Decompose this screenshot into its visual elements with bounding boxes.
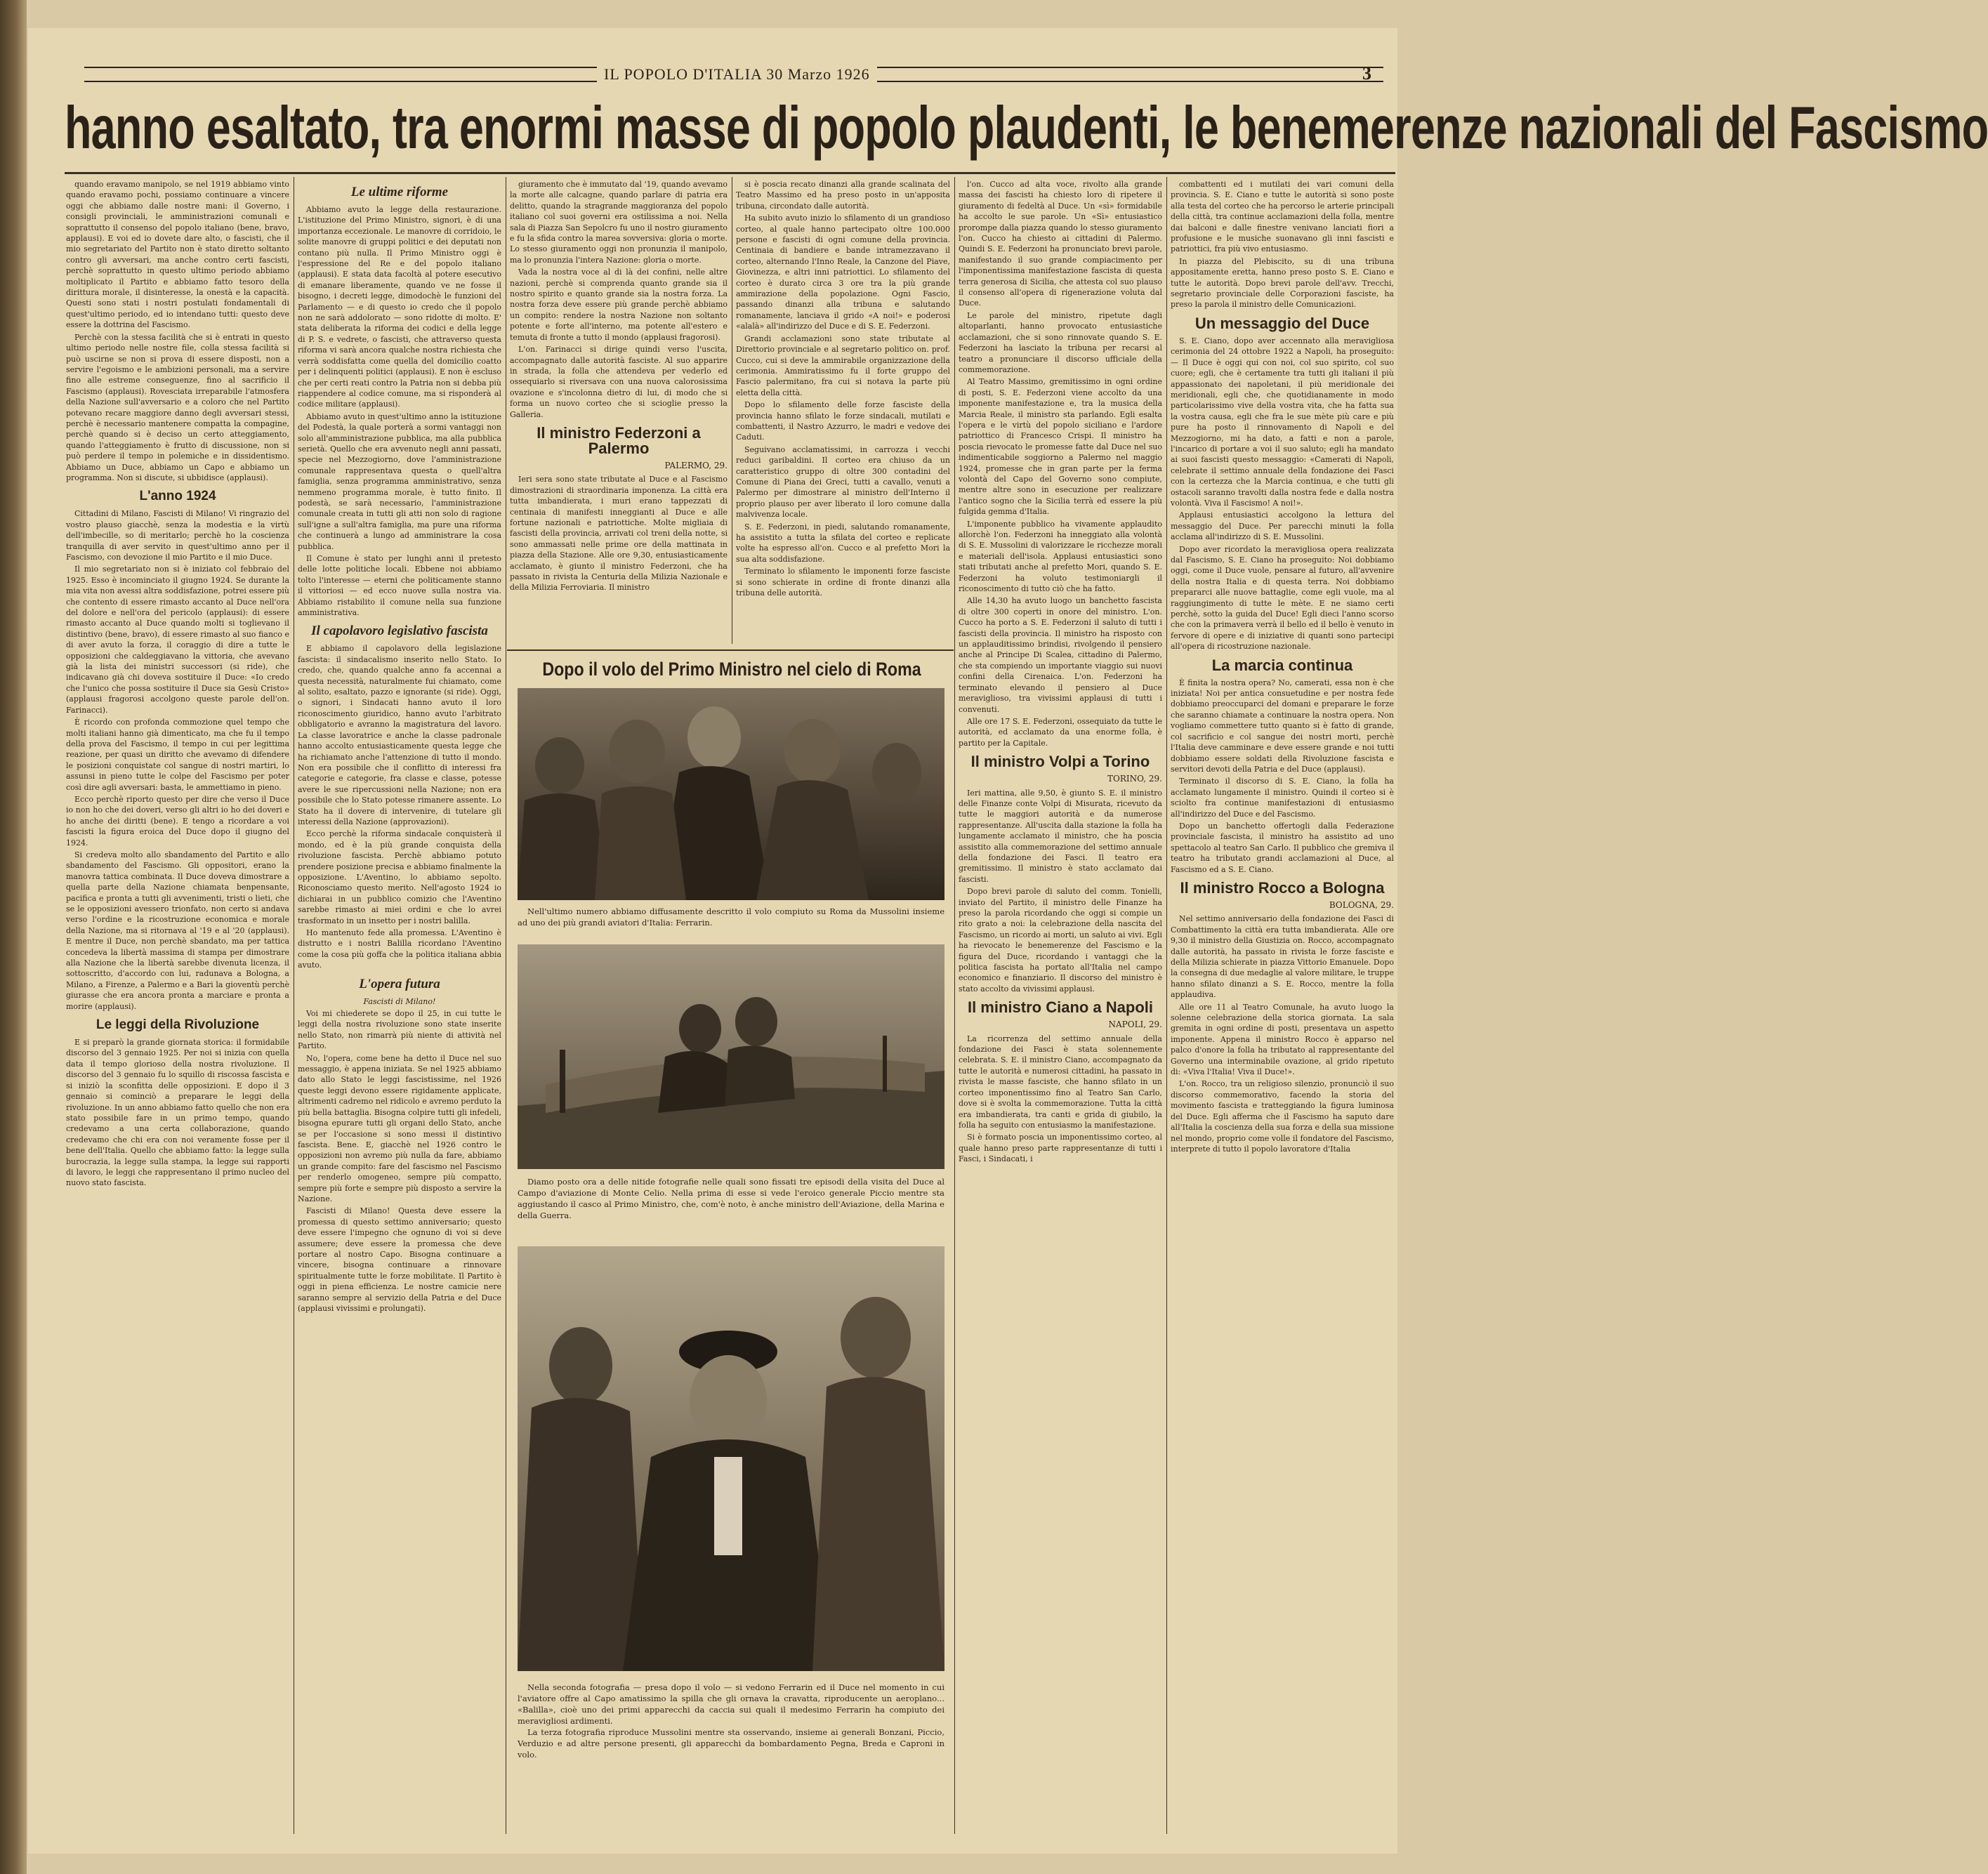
- paragraph: Cittadini di Milano, Fascisti di Milano! Vi ringrazio del vostro plauso giacchè, senza la modestia e la virtù dell'imbecille, so di meritarlo; perchè ho la coscienza tranquilla di aver servito in quest'ultimo anno per il Fascismo, con devozione il mio Partito e il mio Duce.: [66, 509, 289, 562]
- column-divider-4: [954, 177, 955, 1834]
- photo-section-title: Dopo il volo del Primo Ministro nel cielo di Roma: [542, 659, 921, 680]
- paragraph: Alle ore 11 al Teatro Comunale, ha avuto luogo la solenne celebrazione della storica giornata. La sala gremita in ogni ordine di posti, presentava un aspetto imponente. Appena il ministro Rocco è apparso nel palco d'onore la folla ha tributato al rappresentante del Governo una interminabile ovazione, al grido ripetuto di: «Viva l'Italia! Viva il Duce!».: [1171, 1002, 1394, 1077]
- photo-1-image: [518, 688, 944, 900]
- paragraph: E si preparò la grande giornata storica: il formidabile discorso del 3 gennaio 1925. Per noi si inizia con quella data il tempo glorioso della nostra rivoluzione. Il discorso del 3 gennaio fu lo squillo di riscossa fascista e si iniziò la sconfitta delle opposizioni. E dopo il 3 gennaio si cominciò a preparare le leggi della rivoluzione. In un anno abbiamo fatto quello che non era stato possibile fare in un primo tempo, quando credevamo a una certa collaborazione, quando credevamo che chi era con noi veramente fosse per il bene dell'Italia. Quello che abbiamo fatto: la legge sulla burocrazia, la legge sulla stampa, la legge sui rapporti di lavoro, le leggi che rappresentano il primo nucleo del nuovo stato fascista.: [66, 1038, 289, 1188]
- dateline: BOLOGNA, 29.: [1329, 899, 1394, 910]
- dateline: NAPOLI, 29.: [1108, 1020, 1162, 1030]
- paragraph: E abbiamo il capolavoro della legislazione fascista: il sindacalismo inserito nello Stato. Io credo, che, quando qualche anno fa accennai a questa necessità, naturalmente fui chiamato, come al solito, esaltato, pazzo e ignorante (si ride). Oggi, o signori, i Sindacati hanno avuto il loro riconoscimento giuridico, hanno avuto l'arbitrato obbligatorio e avranno la magistratura del lavoro. La classe lavoratrice e anche la classe padronale hanno accolto entusiasticamente questa legge che ha richiamato anche l'attenzione di tutto il mondo. Non era possibile che il conflitto di interessi fra categorie e categorie, fra classe e classe, potesse avere le sue ripercussioni nella Nazione; non era possibile che lo Stato potesse rimanere assente. Lo Stato ha il dovere di intervenire, di tutelare gli interessi della Nazione (approvazioni).: [298, 644, 501, 826]
- paragraph: Terminato lo sfilamento le imponenti forze fasciste si sono schierate in ordine di fronte dinanzi alla tribuna delle autorità.: [736, 567, 950, 598]
- paragraph: Fascisti di Milano! Questa deve essere la promessa di questo settimo anniversario; questo deve essere l'impegno che ognuno di voi si deve assumere; deve essere la promessa che deve portare al nostro Capo. Bisogna continuare a vincere, bisogna continuare a rinnovare spiritualmente tutte le forze mobilitate. Il Partito è oggi in piena efficienza. Le nostre camicie nere saranno sempre al servizio della Patria e del Duce (applausi vivissimi e prolungati).: [298, 1206, 501, 1313]
- paragraph: Si è formato poscia un imponentissimo corteo, al quale hanno preso parte rappresentanze di tutti i Fasci, i Sindacati, i: [959, 1133, 1162, 1164]
- section-heading: Le ultime riforme: [350, 185, 449, 199]
- paragraph: Alle ore 17 S. E. Federzoni, ossequiato da tutte le autorità, ed acclamato da una enorme folla, è partito per la Capitale.: [959, 716, 1162, 748]
- paragraph: Voi mi chiederete se dopo il 25, in cui tutte le leggi della nostra rivoluzione sono state inserite nello Stato, non rimarrà più niente di attività nel Partito.: [298, 1009, 501, 1051]
- paragraph: Dopo brevi parole di saluto del comm. Tonielli, inviato del Partito, il ministro delle Finanze ha preso la parola ricordando che oggi si compie un rito grato a noi: la celebrazione della nascita del Fascismo, un ricordo ai morti, un saluto ai vivi. Egli ha rievocato le benemerenze del Fascismo e la figura del Duce, ricordando i vantaggi che la politica fascista ha portato all'Italia nel campo economico e finanziario. Il discorso del ministro è stato accolto da vivissimi applausi.: [959, 887, 1162, 994]
- paragraph: Ho mantenuto fede alla promessa. L'Aventino è distrutto e i nostri Balilla ricordano l'Aventino come la cosa più goffa che la politica italiana abbia avuto.: [298, 928, 501, 970]
- article-column-3: [510, 179, 728, 646]
- paragraph: Ieri sera sono state tributate al Duce e al Fascismo dimostrazioni di straordinaria imponenza. La città era tutta imbandierata, i muri erano tappezzati di centinaia di manifesti inneggianti al Duce e alle fortune nazionali e patriottiche. Molte migliaia di fascisti della provincia, arrivati col treni della notte, si sono ammassati nelle prime ore della mattinata in piazza della Stazione. Alle ore 9,30, entusiasticamente acclamato, è giunto il ministro Federzoni, che ha passato in rivista la Centuria della Milizia Nazionale e della Milizia Ferroviaria. Il ministro: [510, 475, 728, 593]
- paragraph: La ricorrenza del settimo annuale della fondazione dei Fasci è stata solennemente celebrata. S. E. il ministro Ciano, accompagnato da tutte le autorità e numerosi cittadini, ha passato in rivista le masse fasciste, che hanno sfilato in un corteo imponentissimo fino al Teatro San Carlo, dove si è svolta la commemorazione. Tutta la città era imbandierata, tra canti e grida di giubilo, la folla ha seguito con entusiasmo la manifestazione.: [959, 1034, 1162, 1130]
- paragraph: Ecco perchè la riforma sindacale conquisterà il mondo, ed è la più grande conquista della rivoluzione fascista. Perchè abbiamo potuto prendere posizione precisa e abbiamo finalmente la opposizione. L'Aventino, lo abbiamo sepolto. Riconosciamo questo merito. Nell'agosto 1924 io dichiarai in un pubblico comizio che l'Aventino sarebbe rimasto ai miei ordini e che lo avrei trasformato in un insetto per i nostri balilla.: [298, 829, 501, 925]
- paragraph: L'on. Farinacci si dirige quindi verso l'uscita, accompagnato dalle autorità fasciste. Al suo apparire in strada, la folla che attendeva per vederlo ed ossequiarlo si riversava con una nuova calorosissima ovazione e s'incolonna dietro di lui, di modo che si forma un nuovo corteo che si scioglie presso la Galleria.: [510, 345, 728, 419]
- paragraph: Dopo lo sfilamento delle forze fasciste della provincia hanno sfilato le forze sindacali, mutilati e combattenti, il Nastro Azzurro, le madri e vedove dei Caduti.: [736, 400, 950, 442]
- column-divider-5: [1166, 177, 1167, 1834]
- masthead-title: IL POPOLO D'ITALIA 30 Marzo 1926: [597, 65, 877, 84]
- photo-caption-details: [518, 1176, 944, 1239]
- paragraph: S. E. Federzoni, in piedi, salutando romanamente, ha assistito a tutta la sfilata del corteo e replicate volte ha espresso all'on. Cucco e al prefetto Mori la sua alta soddisfazione.: [736, 522, 950, 564]
- section-heading: Il ministro Rocco a Bologna: [1180, 878, 1385, 897]
- article-column-2: [298, 179, 501, 1833]
- page-number: 3: [1362, 63, 1371, 84]
- photo-2-cockpit: [518, 944, 944, 1169]
- article-column-4: [736, 179, 950, 646]
- dateline: PALERMO, 29.: [664, 460, 728, 470]
- section-heading: La marcia continua: [1211, 656, 1353, 674]
- paragraph: Alle 14,30 ha avuto luogo un banchetto fascista di oltre 300 coperti in onore del ministro. L'on. Cucco ha porto a S. E. Federzoni il saluto di tutti i fascisti della provincia. Il ministro ha risposto con un applauditissimo brindisi, rivolgendo il pensiero anche al Principe Di Scalea, cittadino di Palermo, che sta compiendo un importante viaggio sui nuovi confini della Cirenaica. L'on. Federzoni ha terminato elevando il pensiero al Duce meraviglioso, tra vivissimi applausi di tutti i convenuti.: [959, 596, 1162, 714]
- paragraph: Le parole del ministro, ripetute dagli altoparlanti, hanno provocato entusiastiche acclamazioni, che si sono rinnovate quando S. E. Federzoni ha lasciato la tribuna per recarsi al teatro a pronunciare il discorso ufficiale della commemorazione.: [959, 310, 1162, 374]
- photo-1-duce-aviators: [518, 688, 944, 900]
- paragraph: Seguivano acclamatissimi, in carrozza i vecchi reduci garibaldini. Il corteo era chiuso da un caratteristico gruppo di oltre 300 contadini del Comune di Piana dei Greci, tutti a cavallo, venuti a Palermo per dimostrare al ministro dell'Interno il proprio plauso per aver liberato il loro comune dalla malvivenza locale.: [736, 444, 950, 520]
- paragraph: È finita la nostra opera? No, camerati, essa non è che iniziata! Noi per antica consuetudine e per nostra fede dobbiamo preoccuparci del domani e preparare le forze che saranno chiamate a continuare la nostra opera. Non vogliamo commettere tutto quanto si è fatto di grande, col sacrificio e col sangue dei nostri morti, perchè l'Italia deve camminare e deve essere grande e noi tutti dobbiamo essere soldati della Rivoluzione fascista e servitori devoti della Patria e del Duce (applausi).: [1171, 678, 1394, 774]
- paragraph: Si credeva molto allo sbandamento del Partito e allo sbandamento del Fascismo. Gli oppositori, erano la manovra tattica combinata. Il Duce doveva dimostrare a quella parte della Nazione chiamata benpensante, pacifica e pronta a tutti gli avvenimenti, tristi o lieti, che se le opposizioni avessero trionfato, non certo si andava verso l'ordine e la ricostruzione economica e morale della Nazione, ma si ritornava al '19 e al '20 (applausi). E mentre il Duce, non perchè sbandato, ma per tattica concedeva la libertà massima di stampa per dimostrare alla Nazione che la libertà sarebbe divenuta licenza, il sottoscritto, d'accordo con lui, radunava a Bologna, a Milano, a Firenze, a Palermo e a Bari la gioventù perchè giurasse che era ancora pronta a marciare e pronta a morire (applausi).: [66, 850, 289, 1011]
- paragraph: si è poscia recato dinanzi alla grande scalinata del Teatro Massimo ed ha preso posto in un'apposita tribuna, circondato dalle autorità.: [736, 180, 950, 211]
- section-heading: L'opera futura: [359, 976, 440, 991]
- paragraph: L'on. Rocco, tra un religioso silenzio, pronunciò il suo discorso commemorativo, facendo la storia del movimento fascista e tratteggiando la figura luminosa del Duce. Egli afferma che il Fascismo ha saputo dare all'Italia la coscienza della sua forza e della sua missione nel mondo, proprio come volle il fondatore del Fascismo, interprete di tutto il popolo lavoratore d'Italia: [1171, 1079, 1394, 1154]
- paragraph: Nel settimo anniversario della fondazione dei Fasci di Combattimento la città era tutta imbandierata. Alle ore 9,30 il ministro della Giustizia on. Rocco, accompagnato dalle autorità, ha passato in rivista le forze fasciste e della Milizia schierate in piazza Vittorio Emanuele. Dopo la consegna di due medaglie al valore militare, le truppe hanno sfilato dinanzi a S. E. Rocco, mentre la folla applaudiva.: [1171, 914, 1394, 1000]
- article-column-6: [1171, 179, 1394, 1833]
- photo-section-rule: [507, 649, 954, 651]
- photo-caption-intro: [518, 906, 944, 934]
- paragraph: Dopo aver ricordato la meravigliosa opera realizzata dal Fascismo, S. E. Ciano ha proseguito: Noi dobbiamo oggi, come il Duce vuole, pensare al futuro, all'avvenire della nostra Italia e di questa terra. Noi dobbiamo prepararci alle nuove battaglie, come egli vuole, ma al raggiungimento di tutte le mète. E ne siamo certi perchè, sotto la guida del Duce! Egli dieci l'anno scorso che con la primavera verrà il bello ed il bello è venuto in fervore di opere e di iniziative di quanti sono partecipi all'opera di ricostruzione nazionale.: [1171, 544, 1394, 652]
- paragraph: Ieri mattina, alle 9,50, è giunto S. E. il ministro delle Finanze conte Volpi di Misurata, ricevuto da tutte le maggiori autorità e da numerose rappresentanze. All'uscita dalla stazione la folla ha lungamente acclamato il ministro, che ha poscia assistito alla commemorazione del settimo annuale della fondazione dei Fasci. Il teatro era gremitissimo. Il ministro è stato acclamato dai fascisti.: [959, 788, 1162, 884]
- paragraph: L'imponente pubblico ha vivamente applaudito allorchè l'on. Federzoni ha inneggiato alla volontà di S. E. Mussolini di valorizzare le ricchezze morali e materiali dell'isola. Applausi entusiastici sono stati tributati anche al prefetto Mori, quando S. E. Federzoni ha voluto testimoniargli il riconoscimento di tutto ciò che ha fatto.: [959, 519, 1162, 594]
- paragraph: Ecco perchè riporto questo per dire che verso il Duce io non ho che dei doveri, verso gli altri io ho dei doveri e ho anche dei diritti (bene). E tengo a ricordare a voi fascisti la figura eroica del Duce dopo il giugno del 1924.: [66, 794, 289, 847]
- photo-caption-closing: [518, 1682, 944, 1829]
- dateline: TORINO, 29.: [1107, 774, 1162, 784]
- italic-line: Fascisti di Milano!: [363, 996, 436, 1006]
- paragraph: Al Teatro Massimo, gremitissimo in ogni ordine di posti, S. E. Federzoni viene accolto da una imponente manifestazione e, tra la musica della Marcia Reale, il ministro sta parlando. Egli esalta l'opera e le virtù del popolo siciliano e l'ardore patriottico di Francesco Crispi. Il ministro ha poscia rievocato le promesse fatte dal Duce nel suo indimenticabile soggiorno a Palermo nel maggio 1924, promesse che in gran parte per la ferma volontà del Capo del Governo sono compiute, mentre altre sono in esecuzione per realizzare l'antico sogno che la Sicilia terrà ed essere la più fulgida gemma d'Italia.: [959, 377, 1162, 517]
- paragraph: Ha subito avuto inizio lo sfilamento di un grandioso corteo, al quale hanno partecipato oltre 100.000 persone e fascisti di ogni comune della provincia. Centinaia di bandiere e bande intramezzavano il corteo, alternando l'Inno Reale, la Canzone del Piave, Giovinezza, e altri inni patriottici. Lo sfilamento del corteo è durato circa 3 ore tra la più grande ammirazione della popolazione. Ogni Fascio, passando dinanzi alla tribuna e salutando romanamente, lanciava il grido «A noi!» e poderosi «alalà» all'indirizzo del Duce e di S. E. Federzoni.: [736, 213, 950, 331]
- caption-text: Diamo posto ora a delle nitide fotografie nelle quali sono fissati tre episodi della visita del Duce al Campo d'aviazione di Monte Celio. Nella prima di esse si vede l'eroico generale Piccio mentre sta aggiustando il casco al Primo Ministro, che, com'è noto, è anche ministro dell'Aviazione, della Marina e della Guerra.: [518, 1177, 944, 1220]
- paragraph: Terminato il discorso di S. E. Ciano, la folla ha acclamato lungamente il ministro. Quindi il corteo si è sciolto fra continue manifestazioni di entusiasmo all'indirizzo del Duce e del Fascismo.: [1171, 777, 1394, 819]
- photo-3-image: [518, 1246, 944, 1671]
- paragraph: Abbiamo avuto la legge della restaurazione. L'istituzione del Primo Ministro, signori, è di una importanza eccezionale. Le manovre di corridoio, le solite manovre di gruppi politici e dei deputati non contano più nulla. Il Primo Ministro oggi è l'espressione del Re e del popolo italiano (applausi). E stata data facoltà al potere esecutivo di emanare liberamente, quando ve ne fosse il bisogno, i decreti legge, dimodochè le funzioni del Parlamento — e di questo io credo che il popolo non ne sarà addolorato — sono ridotte di molto. E' stata deliberata la riforma dei codici e della legge di P. S. e vedrete, o fascisti, che attraverso questa riforma vi sarà ancora qualche nostra richiesta che verrà soddisfatta come quella del domicilio coatto per i delinquenti politici (applausi). E non è escluso che per certi reati contro la Patria non si debba più riappendere al codice comune, ma si risponderà al codice militare (applausi).: [298, 205, 501, 409]
- paragraph: Dopo un banchetto offertogli dalla Federazione provinciale fascista, il ministro ha assistito ad uno spettacolo al teatro San Carlo. Il pubblico che gremiva il teatro ha tributato grandi acclamazioni al Duce, al Fascismo ed a S. E. Ciano.: [1171, 821, 1394, 874]
- paragraph: S. E. Ciano, dopo aver accennato alla meravigliosa cerimonia del 24 ottobre 1922 a Napoli, ha proseguito: — Il Duce è oggi qui con noi, col suo spirito, col suo cuore; egli, che è certamente tra tutti gli italiani il più appassionato dei napoletani, il più meridionale dei meridionali, egli che, che quotidianamente in modo particolarissimo vive della vostra vita, che ha fatta sua la vostra causa, egli che fra le sue mète più care e più pure ha posto il rinnovamento di Napoli e del Mezzogiorno, mi ha dato, a fatti e non a parole, l'incarico di portare a voi il suo saluto; egli ha mandato ai suoi fascisti questo messaggio: «Camerati di Napoli, celebrate il settimo annuale della fondazione dei Fasci con la certezza che la Marcia continua, e che tutti gli ostacoli saranno travolti dalla nostra fede e dalla nostra volontà. Viva il Fascismo! A noi!».: [1171, 336, 1394, 508]
- paragraph: No, l'opera, come bene ha detto il Duce nel suo messaggio, è appena iniziata. Se nel 1925 abbiamo dato allo Stato le leggi fascistissime, nel 1926 queste leggi devono essere rigidamente applicate, altrimenti cadremo nel ridicolo e avremo perduto la più bella battaglia. Bisogna colpire tutti gli infedeli, bisogna epurare tutti gli organi dello Stato, anche se per l'occasione si sono messi il distintivo fascista. Bene. E, giacchè nel 1926 contro le opposizioni non avremo più nulla da fare, abbiamo un grande compito: fare del fascismo nel Fascismo per renderlo omogeneo, sempre più compatto, sempre più forte e sempre più disposto a servire la Nazione.: [298, 1053, 501, 1203]
- paragraph: giuramento che è immutato dal '19, quando avevamo la morte alle calcagne, quando parlare di patria era delitto, quando la stragrande maggioranza del popolo italiano col suoi governi era ostilissima a noi. Nella sala di Piazza San Sepolcro fu uno il nostro giuramento e fu la sfida contro la marea sovversiva: gloria o morte. Lo stesso giuramento oggi non pronunzia il manipolo, ma lo pronunzia l'intera Nazione: gloria o morte.: [510, 180, 728, 265]
- paragraph: Abbiamo avuto in quest'ultimo anno la istituzione del Podestà, la quale porterà a sormi vantaggi non solo all'amministrazione pubblica, ma alla pubblica serietà. Quello che era avvenuto negli anni passati, specie nel Mezzogiorno, dove l'amministrazione comunale rappresentava questa o quell'altra famiglia, senza programma amministrativo, senza nemmeno programma morale, è tutto finito. Il podestà, se sarà necessario, l'amministrazione comunale creata in tutti gli atti non solo di ragione sull'igne a sull'altra famiglia, ma pure una riforma che continuerà a lungo ad amministrare la cosa pubblica.: [298, 411, 501, 551]
- caption-text: La terza fotografia riproduce Mussolini mentre sta osservando, insieme ai generali Bonzani, Piccio, Verduzio e ad altre persone presenti, gli apparecchi da bombardamento Pegna, Breda e Caproni in volo.: [518, 1727, 944, 1760]
- section-heading: L'anno 1924: [139, 489, 216, 504]
- article-column-5: [959, 179, 1162, 1833]
- paragraph: l'on. Cucco ad alta voce, rivolto alla grande massa dei fascisti ha chiesto loro di ripetere il giuramento di fedeltà al Duce. Un «sì» formidabile ha accolto le sue parole. Un «Sì» entusiastico prorompe dalla piazza quando lo stesso giuramento l'on. Cucco ha chiesto ai cittadini di Palermo. Quindi S. E. Federzoni ha pronunciato brevi parole, manifestando il suo grande compiacimento per l'imponentissima manifestazione fascista di questa terra generosa di Sicilia, che attesta col suo plauso il consenso all'opera di rigenerazione voluta dal Duce.: [959, 180, 1162, 308]
- paragraph: Vada la nostra voce al di là dei confini, nelle altre nazioni, perchè si comprenda quanto grande sia il nostro spirito e quanto grande sia la nostra forza. La nostra forza deve essere più grande perchè abbiamo un compito: rendere la nostra Nazione non soltanto potente e forte all'interno, ma potente all'estero e temuta di fronte a tutto il mondo (applausi fragorosi).: [510, 268, 728, 342]
- section-heading: Le leggi della Rivoluzione: [96, 1017, 260, 1033]
- paragraph: combattenti ed i mutilati dei vari comuni della provincia. S. E. Ciano e tutte le autorità si sono poste alla testa del corteo che ha percorso le arterie principali della città, tra continue acclamazioni della folla, mentre dai balconi e dalle finestre venivano lanciati fiori a profusione e le musiche suonavano gli inni fascisti e patriottici, fra più vivo entusiasmo.: [1171, 180, 1394, 254]
- section-heading: Il ministro Ciano a Napoli: [967, 998, 1154, 1017]
- main-headline: hanno esaltato, tra enormi masse di popolo plaudenti, le benemerenze nazionali del Fascismo: [65, 95, 1988, 161]
- caption-text: Nella seconda fotografia — presa dopo il volo — si vedono Ferrarin ed il Duce nel momento in cui l'aviatore offre al Capo amatissimo la spilla che gli ornava la cravatta, riproducente un aeroplano... «Balilla», cioè uno dei primi apparecchi da caccia sui quali il medesimo Ferrarin ha compiuto dei meravigliosi ardimenti.: [518, 1682, 944, 1726]
- section-heading: Il ministro Volpi a Torino: [970, 753, 1150, 771]
- section-heading: Un messaggio del Duce: [1194, 314, 1370, 332]
- section-heading: Il ministro Federzoni a Palermo: [537, 423, 701, 457]
- headline-rule: [65, 172, 1395, 174]
- article-column-1: [66, 179, 289, 1833]
- paragraph: Grandi acclamazioni sono state tributate al Direttorio provinciale e al segretario politico on. prof. Cucco, cui si deve la ammirabile organizzazione della cerimonia. Ammiratissimo fu il forte gruppo del Fascio palermitano, fra cui si notava la parte più eletta della città.: [736, 334, 950, 397]
- paragraph: quando eravamo manipolo, se nel 1919 abbiamo vinto quando eravamo pochi, possiamo continuare a vincere oggi che abbiamo dalle nostre mani: il Governo, i consigli provinciali, le amministrazioni comunali e soprattutto il consenso del popolo italiano (bene, bravo, applausi). E voi ed io dovete dare alto, o fascisti, che il mio segretariato del Partito non è stato diretto soltanto contro gli avversari, ma anche contro certi fascisti, perchè soprattutto in questo ultimo periodo abbiamo moltiplicato il Partito e abbiamo fatto tesoro della dirittura morale, il disinteresse, la onestà e la capacità. Questi sono stati i nostri postulati fondamentali di quest'ultimo periodo, ed io intendano tutti: questo deve essere la dottrina del Fascismo.: [66, 180, 289, 330]
- paragraph: Il Comune è stato per lunghi anni il pretesto delle lotte politiche locali. Ebbene noi abbiamo tolto l'interesse — eterni che politicamente stanno il vittoriosi — ed ecco nuove sulla nostra via. Abbiamo ristabilito il comune nella sua funzione amministrativa.: [298, 554, 501, 618]
- page-binding-edge: [0, 0, 27, 1874]
- photo-3-mussolini-observing: [518, 1246, 944, 1671]
- paragraph: È ricordo con profonda commozione quel tempo che molti italiani hanno già dimenticato, ma che fu il tempo della prova del Fascismo, il tempo in cui per legittima reazione, per quasi un diritto che avevamo di difendere le posizioni conquistate col sangue di nostri martiri, lo assunsi in pieno tutte le colpe del Fascismo per poter così dire agli avversari: basta, le ammettiamo in pieno.: [66, 718, 289, 792]
- photo-2-image: [518, 944, 944, 1169]
- paragraph: In piazza del Plebiscito, su di una tribuna appositamente eretta, hanno preso posto S. E. Ciano e tutte le autorità. Dopo brevi parole dell'avv. Trecchi, segretario provinciale delle Corporazioni fasciste, ha preso la parola il ministro delle Comunicazioni.: [1171, 256, 1394, 310]
- paragraph: Perchè con la stessa facilità che si è entrati in questo ultimo periodo nelle nostre file, colla stessa facilità si può uscirne se non si prova di essere disposti, non a servire l'egoismo e le ambizioni personali, ma a servire fino alle estreme conseguenze, fino al sacrificio il Fascismo (applausi). Rovesciata irreparabile l'atmosfera della Nazione sull'avversario e a coloro che nel Partito potevano recare maggiore danno degli avversari stessi, perchè è necessario mantenere compatta la compagine, perchè quando si è deciso un certo atteggiamento, quando l'atteggiamento è frutto di discussione, non si può perdere il tempo in polemiche e in dissidentismo. Abbiamo un Duce, abbiamo un Capo e abbiamo un programma. Non si discute, si ubbidisce (applausi).: [66, 332, 289, 482]
- section-heading: Il capolavoro legislativo fascista: [311, 623, 488, 639]
- paragraph: Il mio segretariato non si è iniziato col febbraio del 1925. Esso è incominciato il giugno 1924. Se durante la mia vita non avessi altra soddisfazione, potrei essere più che contento di essere rimasto accanto al Duce nell'ora del dolore e nell'ora del pericolo (applausi): di essere rimasto accanto al Duce quando molti si toglievano il distintivo (bene, bravo), di essere rimasto al suo fianco e di aver avuto la forza, il coraggio di dire a tutte le opposizioni che caldeggiavano la vittoria, che avevano già la lista dei ministri successori (si ride), che indicavano già chi doveva sostituire il Duce: «Io credo che l'unico che possa sostituire il Duce sia Gesù Cristo» (applausi fragorosi accolgono queste parole dell'on. Farinacci).: [66, 565, 289, 715]
- paragraph: Applausi entusiastici accolgono la lettura del messaggio del Duce. Per parecchi minuti la folla acclama all'indirizzo di S. E. Mussolini.: [1171, 510, 1394, 542]
- caption-text: Nell'ultimo numero abbiamo diffusamente descritto il volo compiuto su Roma da Mussolini insieme ad uno dei più grandi aviatori d'Italia: Ferrarin.: [518, 906, 944, 928]
